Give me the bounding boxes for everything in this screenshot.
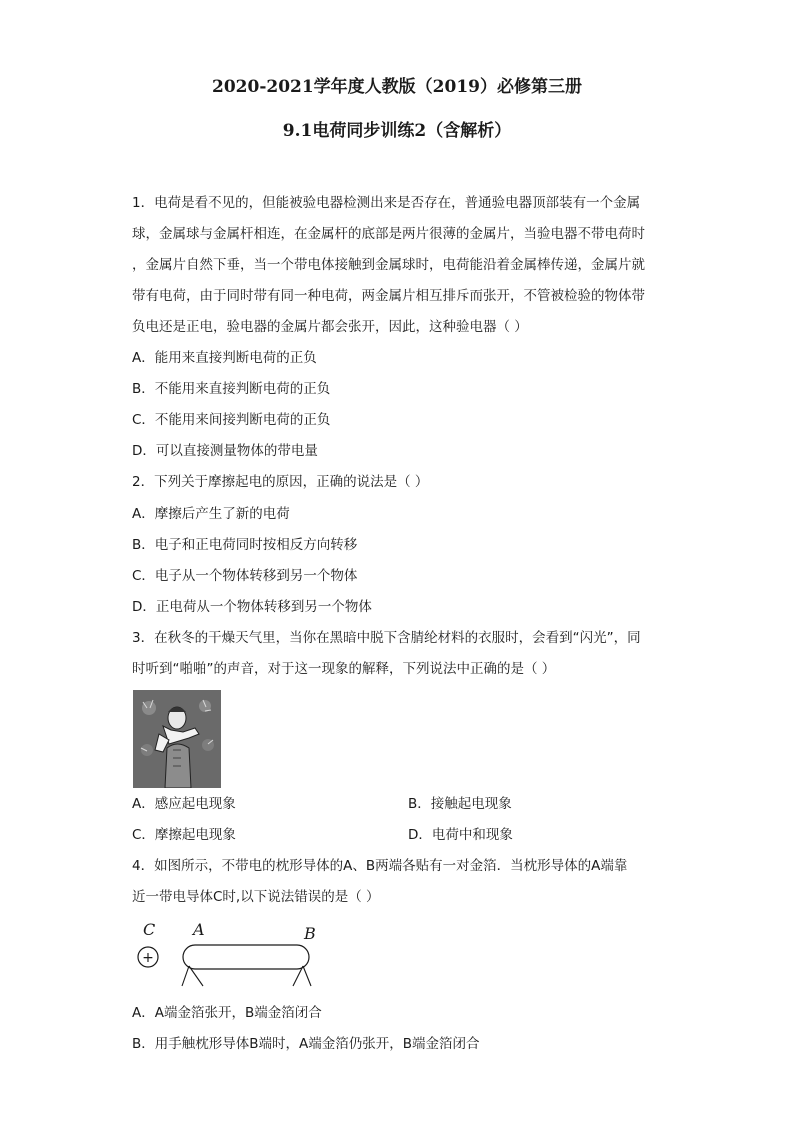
q4-stem-line-2: 近一带电导体C时,以下说法错误的是（ ） (132, 889, 380, 905)
q1-stem-line-4: 带有电荷，由于同时带有同一种电荷，两金属片相互排斥而张开，不管被检验的物体带 (132, 288, 645, 304)
q4-option-a: A．A端金箔张开，B端金箔闭合 (132, 1005, 322, 1021)
label-a: A (193, 920, 205, 939)
q2-stem: 2．下列关于摩擦起电的原因，正确的说法是（ ） (132, 474, 429, 490)
q1-option-b: B．不能用来直接判断电荷的正负 (132, 381, 331, 397)
label-c: C (143, 920, 156, 939)
plus-sign: + (142, 950, 154, 966)
q3-stem-line-1: 3．在秋冬的干燥天气里，当你在黑暗中脱下含腈纶材料的衣服时，会看到“闪光”，同 (132, 630, 641, 646)
q1-stem-line-5: 负电还是正电，验电器的金属片都会张开，因此，这种验电器（ ） (132, 319, 528, 335)
q3-option-d: D．电荷中和现象 (408, 827, 513, 843)
q1-stem-line-3: ，金属片自然下垂，当一个带电体接触到金属球时，电荷能沿着金属棒传递，金属片就 (132, 257, 645, 273)
pillow-conductor-diagram (133, 918, 333, 993)
pillow-shaped-conductor (183, 945, 309, 969)
q2-option-d: D．正电荷从一个物体转移到另一个物体 (132, 599, 372, 615)
document-subtitle: 9.1电荷同步训练2（含解析） (282, 121, 512, 141)
q1-stem-line-1: 1．电荷是看不见的，但能被验电器检测出来是否存在，普通验电器顶部装有一个金属 (132, 195, 641, 211)
q4-option-b: B．用手触枕形导体B端时，A端金箔仍张开，B端金箔闭合 (132, 1036, 480, 1052)
person-removing-sweater-image (133, 690, 221, 788)
label-b: B (304, 924, 316, 943)
q1-option-d: D．可以直接测量物体的带电量 (132, 443, 318, 459)
document-title: 2020-2021学年度人教版（2019）必修第三册 (212, 77, 582, 97)
q2-option-a: A．摩擦后产生了新的电荷 (132, 506, 290, 522)
q1-option-a: A．能用来直接判断电荷的正负 (132, 350, 317, 366)
q4-stem-line-1: 4．如图所示，不带电的枕形导体的A、B两端各贴有一对金箔．当枕形导体的A端靠 (132, 858, 628, 874)
q1-stem-line-2: 球，金属球与金属杆相连，在金属杆的底部是两片很薄的金属片，当验电器不带电荷时 (132, 226, 645, 242)
q2-option-c: C．电子从一个物体转移到另一个物体 (132, 568, 358, 584)
q3-stem-line-2: 时听到“啪啪”的声音，对于这一现象的解释，下列说法中正确的是（ ） (132, 661, 556, 677)
q3-option-a: A．感应起电现象 (132, 796, 236, 812)
q2-option-b: B．电子和正电荷同时按相反方向转移 (132, 537, 358, 553)
q3-option-b: B．接触起电现象 (408, 796, 512, 812)
q3-option-c: C．摩擦起电现象 (132, 827, 236, 843)
q1-option-c: C．不能用来间接判断电荷的正负 (132, 412, 331, 428)
